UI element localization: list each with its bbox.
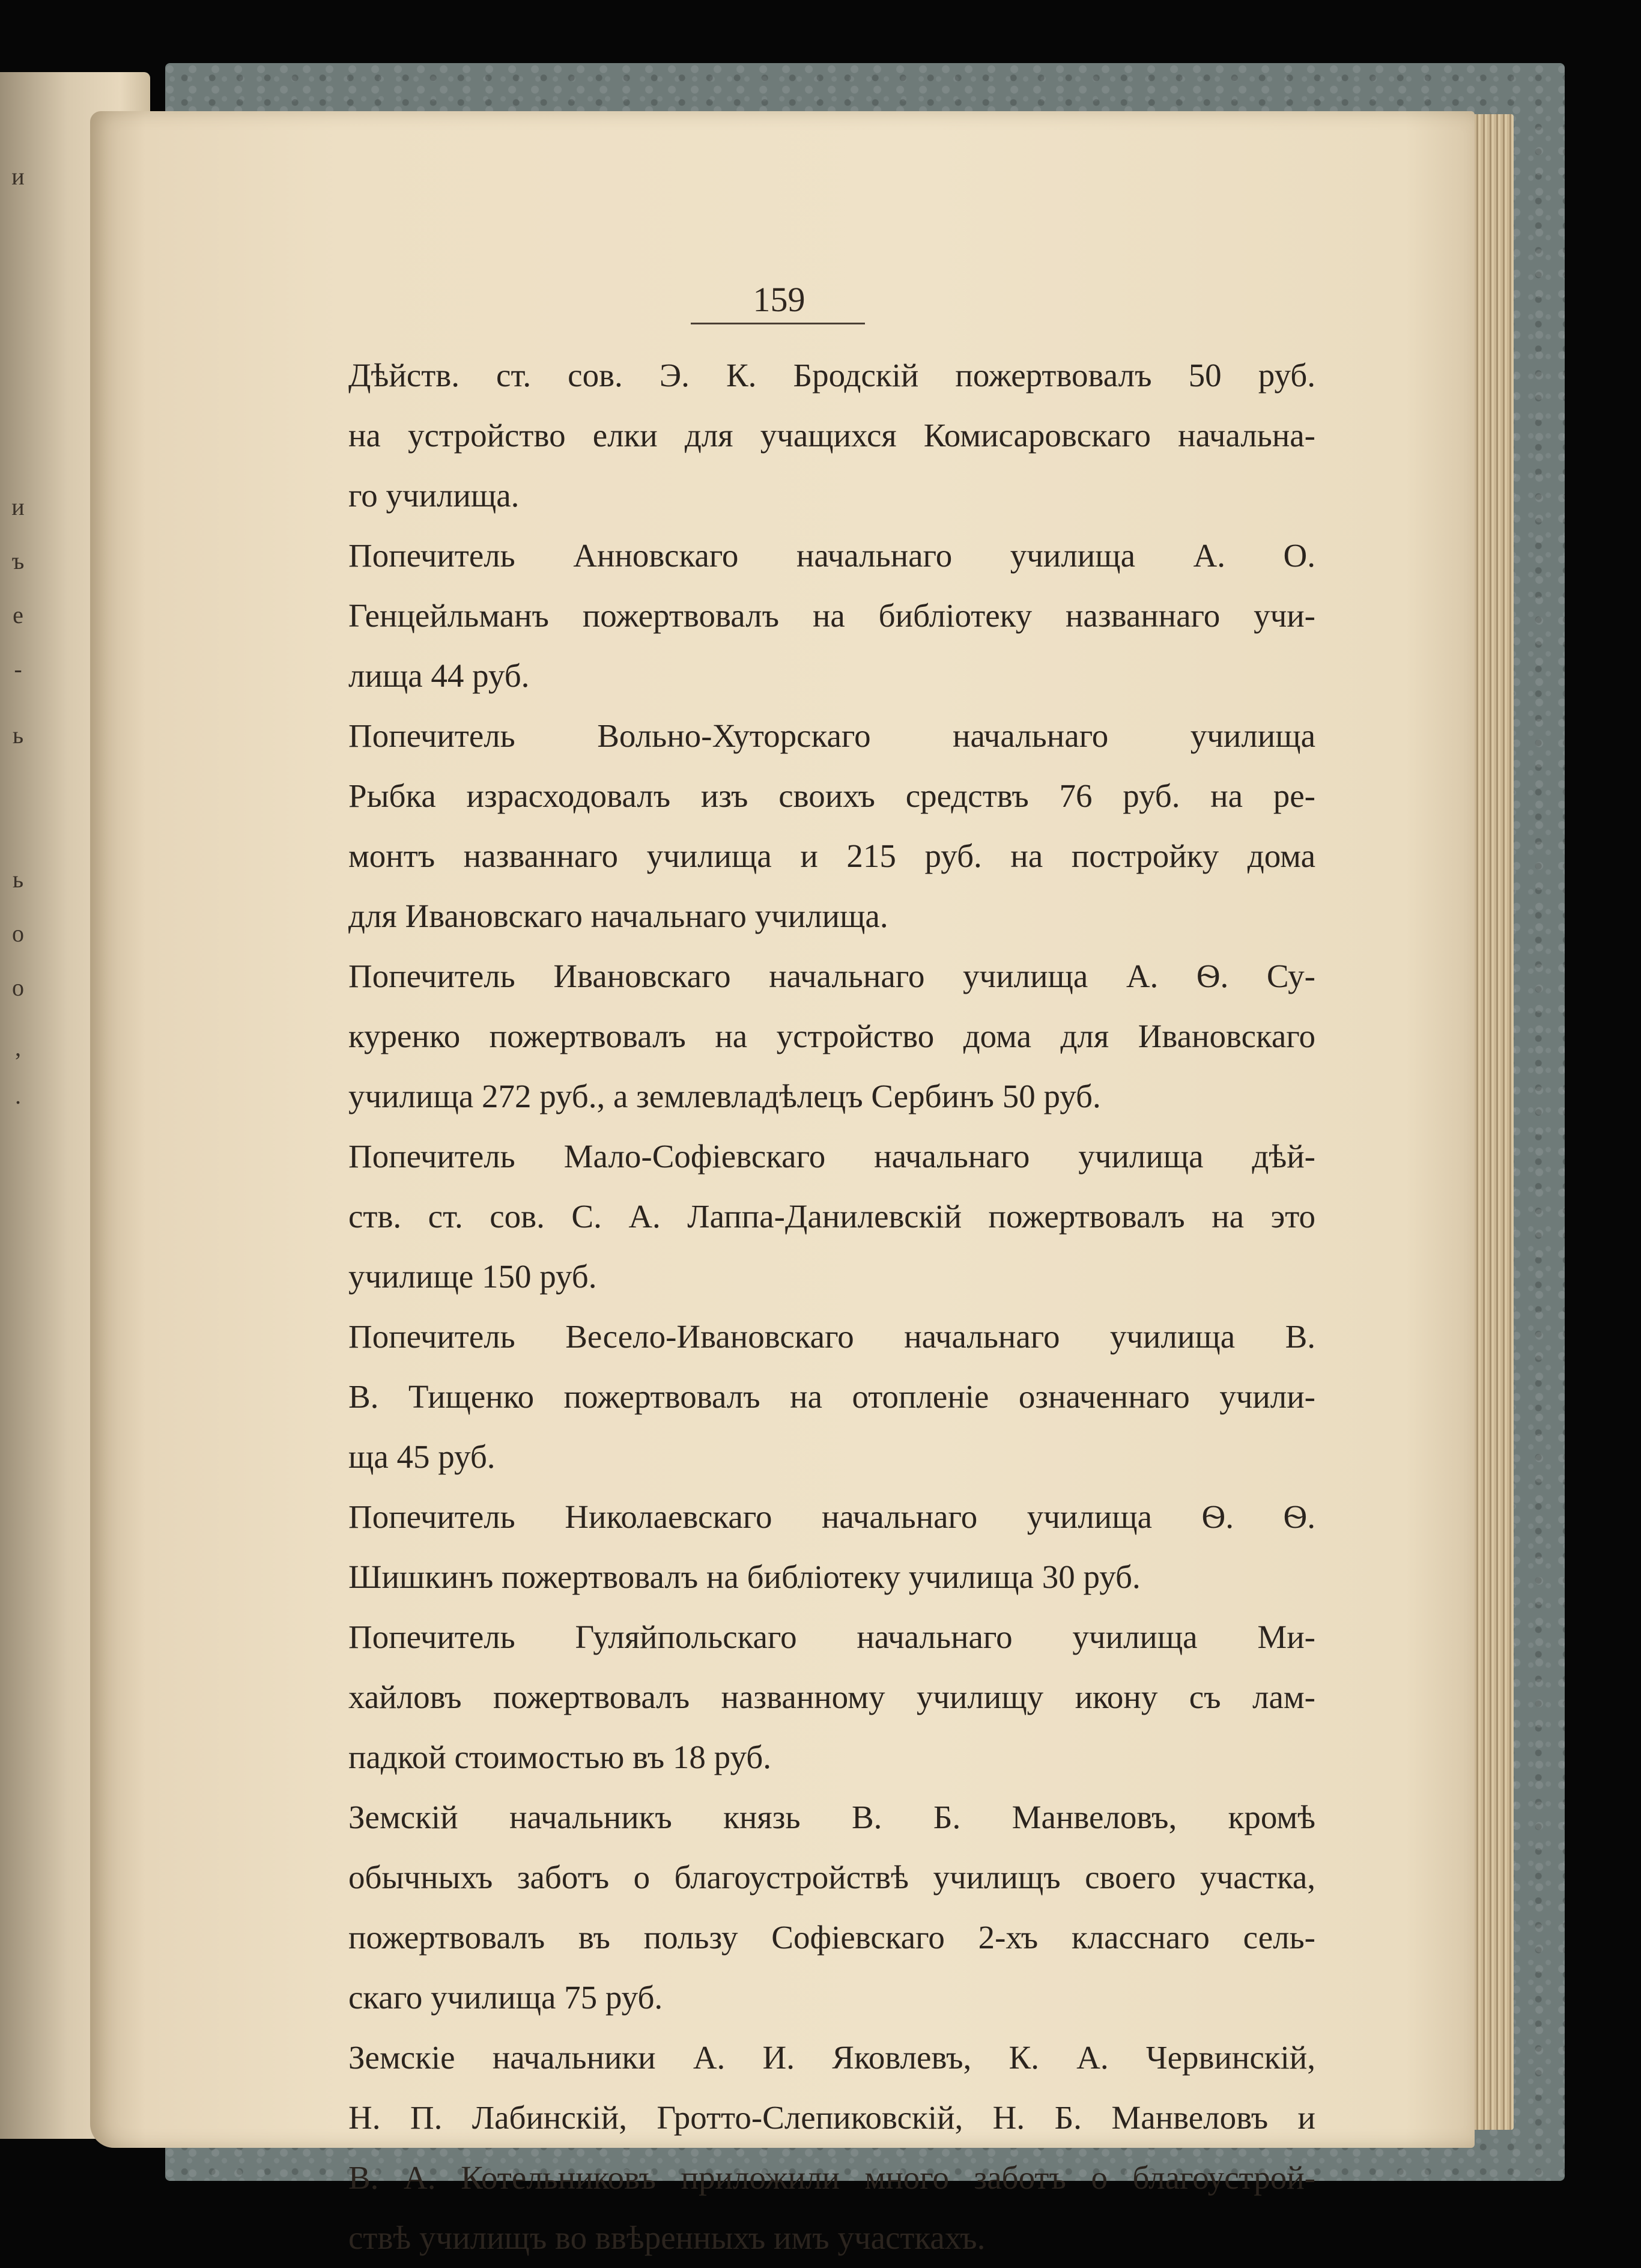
text-line: училище 150 руб. <box>348 1258 597 1295</box>
text-line: Шишкинъ пожертвовалъ на библіотеку училища 30 руб. <box>348 1558 1141 1595</box>
text-line: пожертвовалъ въ пользу Софіевскаго 2-хъ класснаго сель- <box>348 1919 1315 1956</box>
book-page <box>90 111 1475 2256</box>
left-page-fragment: о <box>12 974 24 1001</box>
paragraph <box>258 1607 1315 1787</box>
text-line: Генцейльманъ пожертвовалъ на библіотеку названнаго учи- <box>348 597 1315 634</box>
left-page-fragment: е <box>13 601 23 628</box>
paragraph <box>258 345 1315 526</box>
text-line: Попечитель Вольно-Хуторскаго начальнаго училища <box>348 717 1315 754</box>
paragraph <box>258 706 1315 946</box>
paragraph <box>258 2028 1315 2268</box>
left-page-fragment: - <box>14 655 22 683</box>
text-line: на устройство елки для учащихся Комисаровскаго начальна- <box>348 417 1315 454</box>
paragraph <box>258 1487 1315 1607</box>
text-line: В. А. Котельниковъ приложили много заботъ о благоустрой- <box>348 2159 1315 2196</box>
text-line: го училища. <box>348 477 520 514</box>
text-line: Земскій начальникъ князь В. Б. Манвеловъ, кромѣ <box>348 1799 1315 1835</box>
text-line: В. Тищенко пожертвовалъ на отопленіе означеннаго учили- <box>348 1378 1315 1415</box>
left-page-fragment: о <box>12 920 24 947</box>
text-line: Н. П. Лабинскій, Гротто-Слепиковскій, Н. Б. Манвеловъ и <box>348 2099 1315 2136</box>
left-page-fragment: , <box>15 1034 21 1061</box>
text-line: падкой стоимостью въ 18 руб. <box>348 1739 771 1775</box>
text-line: училища 272 руб., а землевладѣлецъ Сербинъ 50 руб. <box>348 1078 1101 1114</box>
page-body-text <box>258 345 1315 2268</box>
text-line: ств. ст. сов. С. А. Лаппа-Данилевскій пожертвовалъ на это <box>348 1198 1315 1235</box>
text-line: хайловъ пожертвовалъ названному училищу икону съ лам- <box>348 1679 1315 1715</box>
text-line: Дѣйств. ст. сов. Э. К. Бродскій пожертвовалъ 50 руб. <box>348 357 1315 394</box>
left-page-fragment: . <box>15 1082 21 1109</box>
previous-page-text-fragments <box>0 72 36 2139</box>
left-page-fragment: и <box>11 493 25 520</box>
left-page-fragment: и <box>11 163 25 190</box>
text-line: Земскіе начальники А. И. Яковлевъ, К. А. Червинскій, <box>348 2039 1315 2076</box>
left-page-fragment: ь <box>12 866 24 893</box>
left-page-fragment: ь <box>12 722 24 749</box>
text-line: обычныхъ заботъ о благоустройствѣ училищъ своего участка, <box>348 1859 1315 1896</box>
text-line: Попечитель Анновскаго начальнаго училища А. О. <box>348 537 1315 574</box>
text-line: Попечитель Весело-Ивановскаго начальнаго училища В. <box>348 1318 1315 1355</box>
page-number-rule <box>691 323 865 324</box>
text-line: лища 44 руб. <box>348 657 530 694</box>
text-line: Попечитель Гуляйпольскаго начальнаго училища Ми- <box>348 1619 1315 1655</box>
paragraph <box>258 1126 1315 1307</box>
text-line: Попечитель Мало-Софіевскаго начальнаго училища дѣй- <box>348 1138 1315 1175</box>
paragraph <box>258 526 1315 706</box>
left-page-fragment: ъ <box>11 547 25 574</box>
paragraph <box>258 1787 1315 2028</box>
text-line: куренко пожертвовалъ на устройство дома для Ивановскаго <box>348 1018 1315 1054</box>
paragraph <box>258 946 1315 1126</box>
text-line: скаго училища 75 руб. <box>348 1979 663 2016</box>
text-line: монтъ названнаго училища и 215 руб. на постройку дома <box>348 838 1315 874</box>
page-number: 159 <box>753 280 805 319</box>
text-line: для Ивановскаго начальнаго училища. <box>348 898 888 934</box>
text-line: Попечитель Николаевскаго начальнаго училища Ѳ. Ѳ. <box>348 1498 1315 1535</box>
text-line: Попечитель Ивановскаго начальнаго училища А. Ѳ. Су- <box>348 958 1315 994</box>
paragraph <box>258 1307 1315 1487</box>
text-line: ствѣ училищъ во ввѣренныхъ имъ участкахъ. <box>348 2219 986 2256</box>
text-line: Рыбка израсходовалъ изъ своихъ средствъ 76 руб. на ре- <box>348 777 1315 814</box>
text-line: ща 45 руб. <box>348 1438 496 1475</box>
